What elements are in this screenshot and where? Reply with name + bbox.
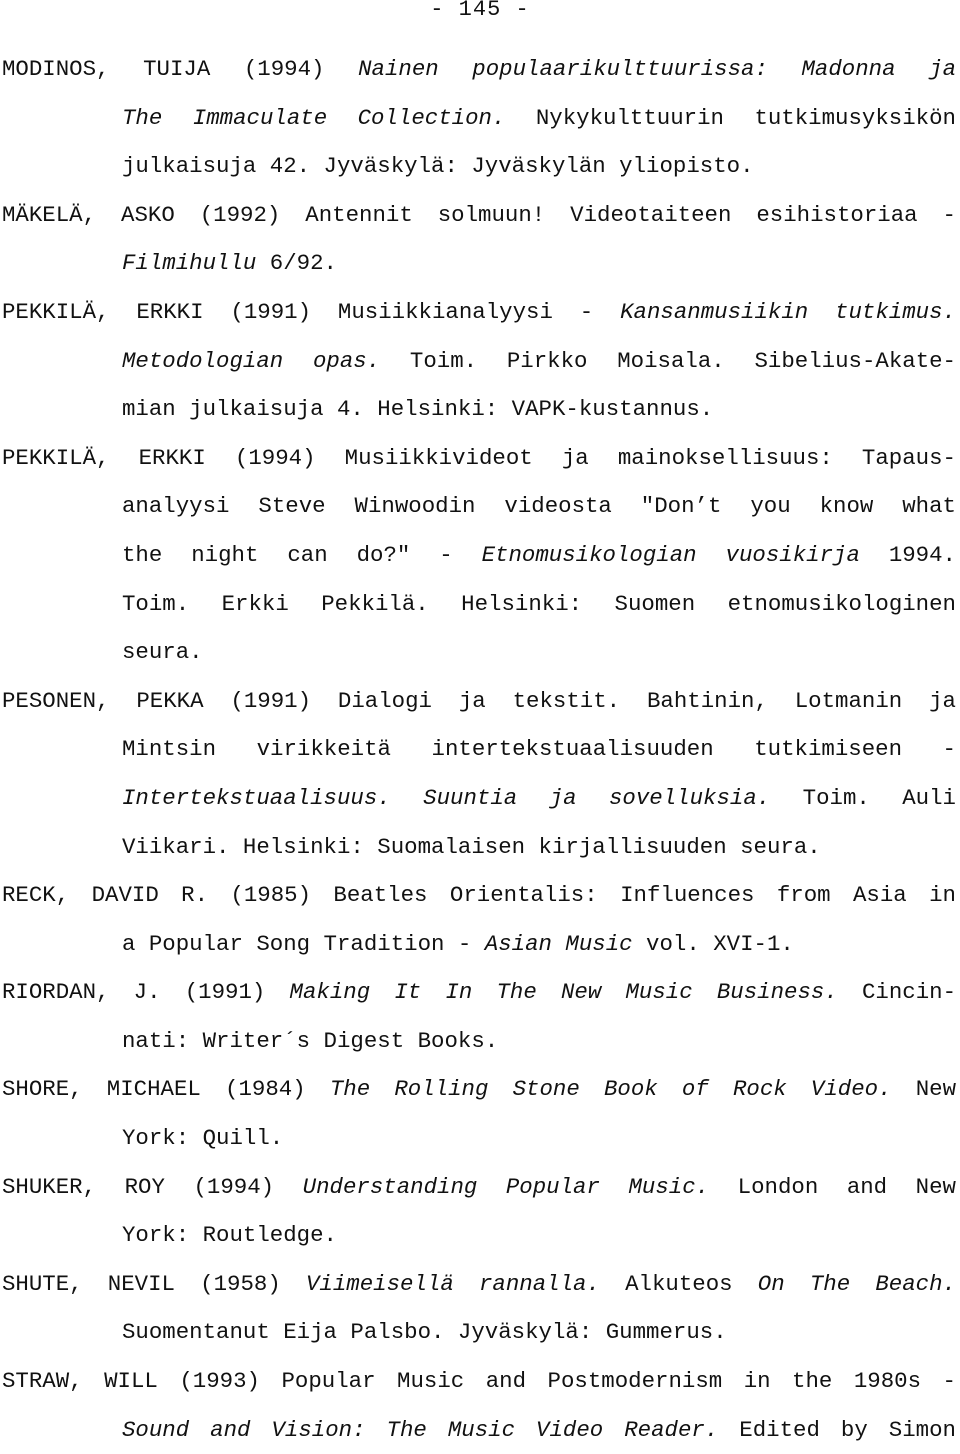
italic-title: Making It In The New Music Business.: [289, 979, 838, 1006]
reference-entry-continuation-line: [0, 823, 956, 872]
italic-title: Intertekstuaalisuus. Suuntia ja sovelluksia.: [122, 784, 771, 811]
reference-entry-continuation-line: [0, 725, 956, 774]
reference-text: RIORDAN, J. (1991): [2, 979, 290, 1006]
reference-text: PEKKILÄ, ERKKI (1994) Musiikkivideot ja mainoksellisuus: Tapaus-: [2, 444, 956, 471]
reference-list: [0, 45, 960, 1454]
reference-entry-continuation-line: [0, 482, 956, 531]
italic-title: Viimeisellä rannalla.: [306, 1270, 600, 1297]
reference-text: julkaisuja 42. Jyväskylä: Jyväskylän yliopisto.: [122, 153, 754, 180]
reference-entry-continuation-line: [0, 142, 956, 191]
italic-title: On The Beach.: [757, 1270, 956, 1297]
reference-text: SHORE, MICHAEL (1984): [2, 1076, 330, 1103]
reference-text: Edited by Simon: [718, 1416, 956, 1443]
reference-text: Cincin-: [837, 979, 956, 1006]
reference-text: RECK, DAVID R. (1985) Beatles Orientalis: Influences from Asia in: [2, 882, 956, 909]
reference-entry-first-line: [0, 968, 956, 1017]
reference-entry-continuation-line: [0, 385, 956, 434]
italic-title: Etnomusikologian vuosikirja: [481, 541, 860, 568]
reference-entry-continuation-line: [0, 531, 956, 580]
reference-entry-continuation-line: [0, 337, 956, 386]
italic-title: Metodologian opas.: [122, 347, 381, 374]
reference-entry-first-line: [0, 288, 956, 337]
reference-entry-continuation-line: [0, 1406, 956, 1454]
reference-text: 1994.: [859, 541, 956, 568]
italic-title: Filmihullu: [122, 250, 257, 277]
reference-text: Toim. Erkki Pekkilä. Helsinki: Suomen etnomusikologinen: [122, 590, 956, 617]
reference-entry-continuation-line: [0, 580, 956, 629]
reference-text: PESONEN, PEKKA (1991) Dialogi ja tekstit. Bahtinin, Lotmanin ja: [2, 687, 956, 714]
reference-text: SHUKER, ROY (1994): [2, 1173, 303, 1200]
reference-text: MODINOS, TUIJA (1994): [2, 56, 359, 82]
reference-entry-continuation-line: [0, 1211, 956, 1260]
italic-title: Understanding Popular Music.: [302, 1173, 710, 1200]
reference-entry-first-line: [0, 1357, 956, 1406]
reference-entry-continuation-line: [0, 94, 956, 143]
reference-entry-first-line: [0, 1260, 956, 1309]
reference-text: Mintsin virikkeitä intertekstuaalisuuden tutkimiseen -: [122, 736, 956, 763]
reference-text: nati: Writer´s Digest Books.: [122, 1027, 499, 1054]
reference-text: Viikari. Helsinki: Suomalaisen kirjallisuuden seura.: [122, 833, 821, 860]
italic-title: Nainen populaarikulttuurissa: Madonna ja: [358, 56, 956, 82]
reference-text: York: Quill.: [122, 1125, 284, 1152]
italic-title: The Immaculate Collection.: [122, 104, 506, 131]
italic-title: The Rolling Stone Book of Rock Video.: [329, 1076, 892, 1103]
reference-text: seura.: [122, 639, 203, 666]
reference-entry-continuation-line: [0, 1114, 956, 1163]
reference-text: York: Routledge.: [122, 1222, 337, 1249]
reference-entry-continuation-line: [0, 1017, 956, 1066]
reference-text: MÄKELÄ, ASKO (1992) Antennit solmuun! Videotaiteen esihistoriaa -: [2, 201, 956, 228]
reference-entry-continuation-line: [0, 239, 956, 288]
reference-entry-first-line: [0, 1163, 956, 1212]
italic-title: Sound and Vision: The Music Video Reader.: [122, 1416, 719, 1443]
reference-entry-first-line: [0, 871, 956, 920]
reference-entry-continuation-line: [0, 1308, 956, 1357]
page-number: - 145 -: [430, 0, 530, 22]
reference-entry-first-line: [0, 45, 956, 94]
reference-entry-first-line: [0, 191, 956, 240]
reference-text: PEKKILÄ, ERKKI (1991) Musiikkianalyysi -: [2, 298, 621, 325]
reference-text: Toim. Pirkko Moisala. Sibelius-Akate-: [380, 347, 956, 374]
italic-title: Kansanmusiikin tutkimus.: [620, 298, 956, 325]
reference-text: Nykykulttuurin tutkimusyksikön: [505, 104, 956, 131]
reference-text: mian julkaisuja 4. Helsinki: VAPK-kustannus.: [122, 396, 714, 423]
reference-entry-first-line: [0, 677, 956, 726]
reference-text: a Popular Song Tradition -: [122, 930, 485, 957]
reference-entry-continuation-line: [0, 774, 956, 823]
reference-text: Suomentanut Eija Palsbo. Jyväskylä: Gummerus.: [122, 1319, 727, 1346]
reference-text: STRAW, WILL (1993) Popular Music and Postmodernism in the 1980s -: [2, 1368, 956, 1395]
reference-text: analyysi Steve Winwoodin videosta "Don’t you know what: [122, 493, 956, 520]
reference-text: New: [891, 1076, 956, 1103]
reference-text: vol. XVI-1.: [632, 930, 794, 957]
italic-title: Asian Music: [484, 930, 633, 957]
reference-entry-first-line: [0, 434, 956, 483]
reference-entry-first-line: [0, 1065, 956, 1114]
reference-text: London and New: [709, 1173, 956, 1200]
reference-entry-continuation-line: [0, 920, 956, 969]
reference-text: Toim. Auli: [770, 784, 956, 811]
reference-text: Alkuteos: [599, 1270, 758, 1297]
reference-text: 6/92.: [256, 250, 337, 277]
reference-text: SHUTE, NEVIL (1958): [2, 1270, 306, 1297]
reference-text: the night can do?" -: [122, 541, 482, 568]
reference-entry-continuation-line: [0, 628, 956, 677]
